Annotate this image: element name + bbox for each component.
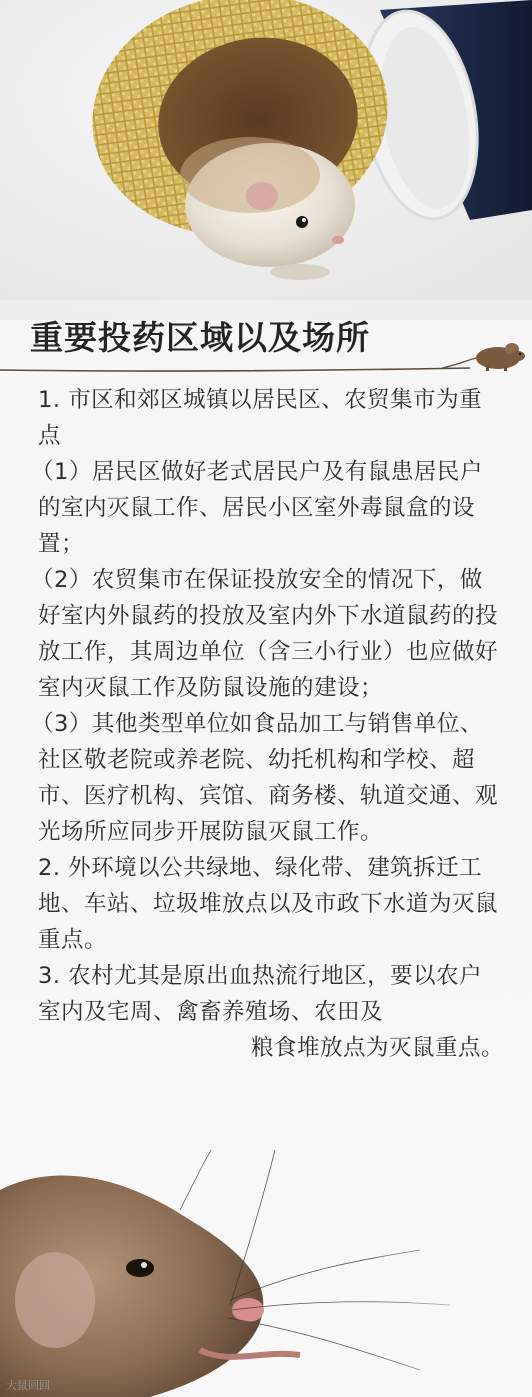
paragraph-1-3: （3）其他类型单位如食品加工与销售单位、社区敬老院或养老院、幼托机构和学校、超市、医疗机构、宾馆、商务楼、轨道交通、观光场所应同步开展防鼠灭鼠工作。 (31, 711, 499, 845)
paragraph-1-1: （1）居民区做好老式居民户及有鼠患居民户的室内灭鼠工作、居民小区室外毒鼠盒的设置； (31, 459, 483, 557)
paragraph-3-end: 粮食堆放点为灭鼠重点。 (250, 1035, 504, 1061)
paragraph-1-2: （2）农贸集市在保证投放安全的情况下，做好室内外鼠药的投放及室内外下水道鼠药的投放工作，其周边单位（含三小行业）也应做好室内灭鼠工作及防鼠设施的建设； (31, 567, 499, 701)
hamster-basket-photo (0, 0, 532, 320)
heading-section (0, 312, 532, 372)
paragraph-2: 2. 外环境以公共绿地、绿化带、建筑拆迁工地、车站、垃圾堆放点以及市政下水道为灭鼠重点。 (38, 855, 499, 953)
paragraph-1: 1. 市区和郊区城镇以居民区、农贸集市为重点 (38, 387, 483, 449)
paragraph-3: 3. 农村尤其是原出血热流行地区，要以农户室内及宅周、禽畜养殖场、农田及 (38, 963, 483, 1025)
watermark: 大鼠回回 (6, 1379, 50, 1392)
mouse-icon (440, 334, 526, 374)
rat-closeup-photo (0, 1150, 532, 1397)
content (31, 382, 504, 1066)
page-title: 重要投药区域以及场所 (30, 318, 370, 357)
